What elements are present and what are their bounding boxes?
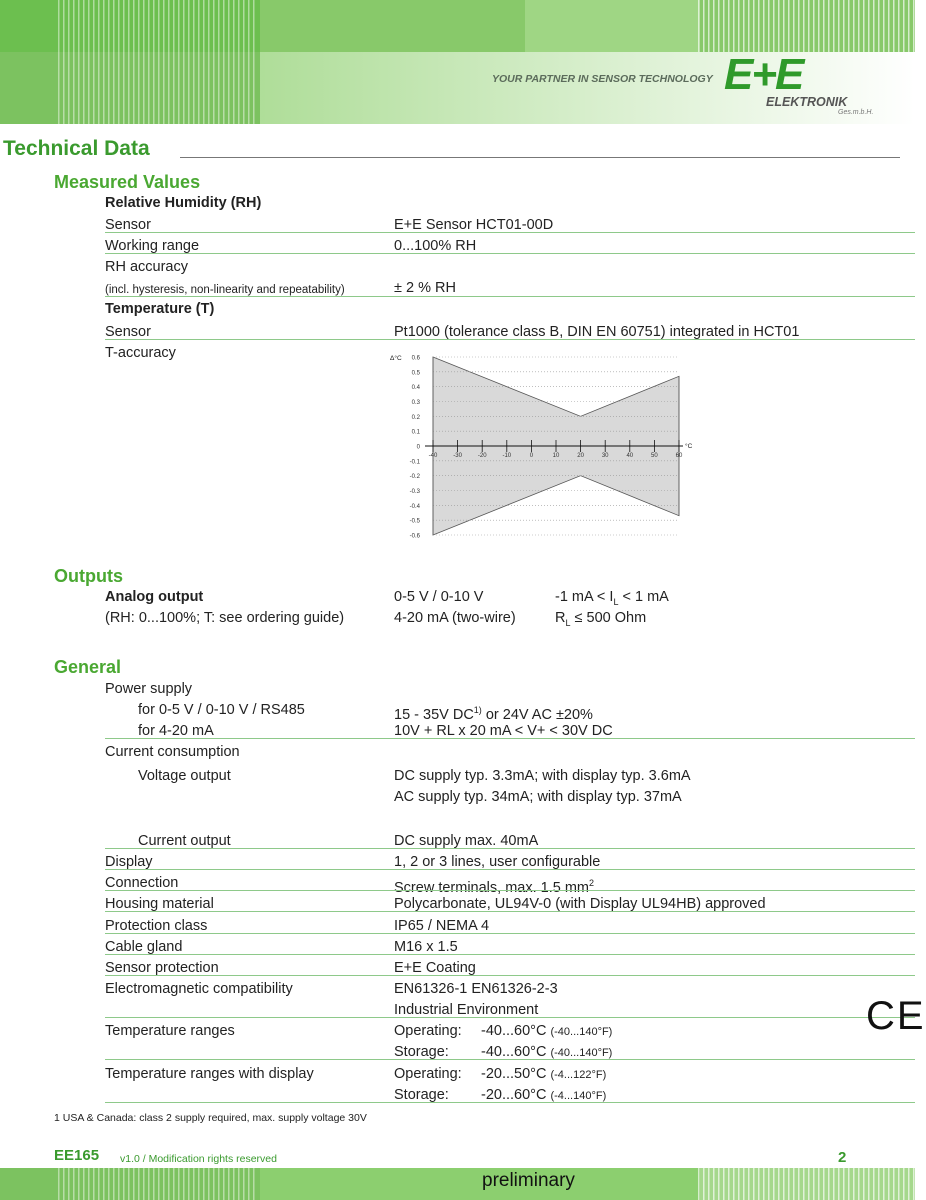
stripe [233,1168,235,1200]
stripe [88,0,90,130]
stripe [168,1168,170,1200]
stripe [788,0,790,52]
row-rule [105,890,915,891]
stripe [803,1168,805,1200]
stripe [83,0,85,130]
tempd-st-c: -20...60°C [481,1087,547,1103]
tempd-op-c: -20...50°C [481,1066,547,1082]
stripe [228,1168,230,1200]
stripe [193,0,195,130]
stripe [133,0,135,130]
voltage-output-consumption-label: Voltage output [138,768,231,784]
stripe [728,0,730,52]
gland-label: Cable gland [105,939,183,955]
power-current-label: for 4-20 mA [138,723,214,739]
stripe [713,0,715,52]
stripe [853,0,855,52]
temp-operating-value [481,1023,612,1041]
row-rule [105,1102,915,1103]
power-voltage-label: for 0-5 V / 0-10 V / RS485 [138,702,305,718]
stripe [908,0,910,52]
section-general: General [54,657,122,677]
footer-model: EE165 [54,1147,100,1164]
y-tick-label: 0.2 [411,414,420,421]
working-range-label: Working range [105,238,200,254]
row-rule [105,1059,915,1060]
stripe [208,0,210,130]
stripe [733,1168,735,1200]
y-axis-label: Δ°C [390,355,402,362]
logo: E+E [724,50,803,99]
protection-value: IP65 / NEMA 4 [394,918,490,934]
section-measured-values: Measured Values [54,172,201,192]
tagline: YOUR PARTNER IN SENSOR TECHNOLOGY [492,73,713,85]
tempd-st-f: (-4...140°F) [550,1090,607,1102]
stripe [823,1168,825,1200]
stripe [718,1168,720,1200]
tempd-op-f: (-4...122°F) [550,1069,607,1081]
stripe [708,1168,710,1200]
voltage-cond-a: -1 mA < I [555,589,614,605]
stripe [818,1168,820,1200]
stripe [843,0,845,52]
connection-value [394,875,594,897]
stripe [183,1168,185,1200]
housing-value: Polycarbonate, UL94V-0 (with Display UL94HB) approved [394,896,766,912]
stripe [93,0,95,130]
t-accuracy-chart [385,348,700,543]
stripe [238,0,240,130]
row-rule [105,738,915,739]
section-outputs: Outputs [54,566,123,586]
temp-display-storage-label: Storage: [394,1087,449,1103]
stripe [178,1168,180,1200]
stripe [813,0,815,52]
stripe [703,0,705,52]
stripe [808,1168,810,1200]
stripe [253,1168,255,1200]
stripe [738,1168,740,1200]
power-voltage-value [394,702,593,724]
stripe [248,1168,250,1200]
stripe [103,1168,105,1200]
stripe [188,1168,190,1200]
stripe [803,0,805,52]
rh-accuracy-value: ± 2 % RH [394,280,456,296]
sensor-protection-label: Sensor protection [105,960,219,976]
stripe [753,1168,755,1200]
stripe [903,1168,905,1200]
stripe [743,0,745,52]
footer-version: v1.0 / Modification rights reserved [120,1153,277,1165]
power-voltage-value-b: or 24V AC ±20% [481,706,593,723]
stripe [203,0,205,130]
footer-status: preliminary [482,1170,575,1191]
stripe [873,0,875,52]
voltage-cond-b: < 1 mA [618,589,669,605]
stripe [798,0,800,52]
x-tick-label: -40 [428,453,438,459]
stripe [58,0,60,130]
stripe [848,1168,850,1200]
stripe [73,0,75,130]
stripe [223,0,225,130]
stripe [913,1168,915,1200]
stripe [818,0,820,52]
stripe [253,0,255,130]
stripe [703,1168,705,1200]
emc-value: EN61326-1 EN61326-2-3 [394,981,558,997]
stripe [223,1168,225,1200]
stripe [63,1168,65,1200]
stripe [898,1168,900,1200]
stripe [153,0,155,130]
stripe [218,1168,220,1200]
stripe [758,0,760,52]
x-tick-label: 20 [577,453,584,459]
y-tick-label: -0.4 [409,503,420,510]
t-sensor-label: Sensor [105,324,151,340]
analog-output-label: Analog output [105,589,204,605]
t-sensor-value: Pt1000 (tolerance class B, DIN EN 60751) integrated in HCT01 [394,324,800,340]
stripe [793,0,795,52]
stripe [723,0,725,52]
connection-value-sup: 2 [589,878,595,888]
temp-display-label: Temperature ranges with display [105,1066,314,1082]
stripe [123,0,125,130]
x-tick-label: -10 [502,453,512,459]
stripe [898,0,900,52]
stripe [128,0,130,130]
y-tick-label: 0.1 [411,429,420,436]
stripe [713,1168,715,1200]
t-heading: Temperature (T) [105,301,215,317]
stripe [113,0,115,130]
stripe [248,0,250,130]
y-tick-label: 0.6 [411,355,420,362]
brand-name: ELEKTRONIK [766,95,848,109]
stripe [728,1168,730,1200]
stripe [878,1168,880,1200]
stripe [198,0,200,130]
stripe [708,0,710,52]
temp-ranges-label: Temperature ranges [105,1023,235,1039]
stripe [813,1168,815,1200]
stripe [168,0,170,130]
stripe [778,1168,780,1200]
x-tick-label: -30 [453,453,462,459]
stripe [893,0,895,52]
current-output-consumption-label: Current output [138,833,231,849]
stripe [118,1168,120,1200]
y-tick-label: 0 [416,444,420,451]
footnote: 1 USA & Canada: class 2 supply required, max. supply voltage 30V [54,1112,367,1124]
y-tick-label: -0.2 [409,474,420,481]
stripe [138,0,140,130]
stripe [718,0,720,52]
current-cond-sub: L [565,617,571,628]
title-rule [180,157,900,158]
stripe [783,1168,785,1200]
current-output-condition [555,610,646,632]
stripe [173,1168,175,1200]
stripe [893,1168,895,1200]
x-tick-label: -20 [477,453,487,459]
stripe [143,0,145,130]
stripe [753,0,755,52]
stripe [133,1168,135,1200]
rh-sensor-label: Sensor [105,217,151,233]
stripe [78,1168,80,1200]
current-output-consumption-value: DC supply max. 40mA [394,833,539,849]
stripe [198,1168,200,1200]
stripe [233,0,235,130]
stripe [773,0,775,52]
stripe [153,1168,155,1200]
rh-sensor-value: E+E Sensor HCT01-00D [394,217,554,233]
temp-op-f: (-40...140°F) [550,1026,613,1038]
voltage-output-dc: DC supply typ. 3.3mA; with display typ. 3.6mA [394,768,691,784]
stripe [883,1168,885,1200]
temp-op-c: -40...60°C [481,1023,547,1039]
voltage-cond-sub: L [613,596,619,607]
stripe [808,0,810,52]
connection-value-a: Screw terminals, max. 1.5 mm [394,879,589,896]
row-rule [105,954,915,955]
stripe [128,1168,130,1200]
consumption-label: Current consumption [105,744,240,760]
current-output-range: 4-20 mA (two-wire) [394,610,516,626]
y-tick-label: 0.3 [411,400,420,406]
stripe [843,1168,845,1200]
row-rule [105,975,915,976]
row-rule [105,339,915,340]
gland-value: M16 x 1.5 [394,939,458,955]
t-accuracy-label: T-accuracy [105,345,176,361]
stripe [698,1168,700,1200]
stripe [208,1168,210,1200]
row-rule [105,869,915,870]
stripe [158,0,160,130]
stripe [838,0,840,52]
stripe [123,1168,125,1200]
temp-st-c: -40...60°C [481,1044,547,1060]
stripe [748,0,750,52]
voltage-output-condition [555,589,669,611]
rh-accuracy-note: (incl. hysteresis, non-linearity and repeatability) [105,284,345,296]
rh-heading: Relative Humidity (RH) [105,195,262,211]
row-rule [105,253,915,254]
stripe [103,0,105,130]
housing-label: Housing material [105,896,214,912]
stripe [778,0,780,52]
stripe [218,0,220,130]
x-tick-label: 40 [626,453,634,459]
stripe [98,1168,100,1200]
stripe [83,1168,85,1200]
stripe [163,0,165,130]
stripe [113,1168,115,1200]
temp-operating-label: Operating: [394,1023,462,1039]
stripe [863,0,865,52]
emc-label: Electromagnetic compatibility [105,981,293,997]
stripe [858,0,860,52]
stripe [793,1168,795,1200]
stripe [68,1168,70,1200]
stripe [93,1168,95,1200]
stripe [743,1168,745,1200]
stripe [828,1168,830,1200]
current-cond-b: ≤ 500 Ohm [570,610,647,626]
x-tick-label: 10 [552,453,560,459]
display-value: 1, 2 or 3 lines, user configurable [394,854,601,870]
stripe [73,1168,75,1200]
ce-mark: CE [866,994,926,1038]
footer-banner [0,1168,915,1200]
stripe [193,1168,195,1200]
y-tick-label: 0.5 [411,370,420,377]
page-header [0,0,915,124]
stripe [738,0,740,52]
y-tick-label: -0.6 [409,533,420,540]
y-tick-label: -0.5 [409,518,420,525]
stripe [68,0,70,130]
stripe [858,1168,860,1200]
stripe [878,0,880,52]
stripe [773,1168,775,1200]
y-tick-label: -0.1 [409,459,420,466]
x-tick-label: 0 [529,453,534,459]
sensor-protection-value: E+E Coating [394,960,476,976]
stripe [108,0,110,130]
stripe [733,0,735,52]
stripe [848,0,850,52]
stripe [903,0,905,52]
stripe [868,1168,870,1200]
row-rule [105,933,915,934]
x-tick-label: 60 [675,453,683,459]
stripe [108,1168,110,1200]
stripe [148,0,150,130]
stripe [873,1168,875,1200]
temp-st-f: (-40...140°F) [550,1047,613,1059]
voltage-output-range: 0-5 V / 0-10 V [394,589,484,605]
connection-label: Connection [105,875,179,891]
stripe [173,0,175,130]
current-cond-a: R [555,610,566,626]
row-rule [105,848,915,849]
stripe [783,0,785,52]
stripe [863,1168,865,1200]
stripe [138,1168,140,1200]
power-supply-label: Power supply [105,681,193,697]
brand-sub: Ges.m.b.H. [838,109,874,116]
stripe [243,0,245,130]
stripe [888,1168,890,1200]
footnote-ref: 1) [473,705,482,715]
stripe [228,0,230,130]
stripe [148,1168,150,1200]
y-tick-label: 0.4 [411,385,420,392]
analog-output-note: (RH: 0...100%; T: see ordering guide) [105,610,345,626]
footer-page: 2 [838,1149,847,1166]
stripe [118,0,120,130]
voltage-output-ac: AC supply typ. 34mA; with display typ. 37mA [394,789,682,805]
emc-value-2: Industrial Environment [394,1002,539,1018]
stripe [853,1168,855,1200]
stripe [178,0,180,130]
x-axis-label: °C [685,443,693,450]
row-rule [105,1017,915,1018]
stripe [203,1168,205,1200]
stripe [908,1168,910,1200]
stripe [158,1168,160,1200]
stripe [188,0,190,130]
stripe [213,1168,215,1200]
stripe [58,1168,60,1200]
x-tick-label: 30 [601,453,609,459]
display-label: Display [105,854,153,870]
temp-storage-label: Storage: [394,1044,449,1060]
stripe [768,0,770,52]
stripe [913,0,915,52]
stripe [98,0,100,130]
protection-label: Protection class [105,918,208,934]
stripe [823,0,825,52]
stripe [163,1168,165,1200]
stripe [143,1168,145,1200]
y-tick-label: -0.3 [409,489,420,495]
power-current-value: 10V + RL x 20 mA < V+ < 30V DC [394,723,613,739]
x-tick-label: 50 [651,453,658,459]
row-rule [105,296,915,297]
stripe [868,0,870,52]
stripe [763,1168,765,1200]
power-voltage-value-a: 15 - 35V DC [394,706,474,723]
stripe [798,1168,800,1200]
stripe [768,1168,770,1200]
stripe [183,0,185,130]
stripe [88,1168,90,1200]
page-title: Technical Data [3,137,150,160]
rh-accuracy-label: RH accuracy [105,259,188,275]
stripe [888,0,890,52]
stripe [78,0,80,130]
stripe [828,0,830,52]
row-rule [105,232,915,233]
stripe [213,0,215,130]
row-rule [105,911,915,912]
working-range-value: 0...100% RH [394,238,477,254]
stripe [833,1168,835,1200]
temp-display-operating-value [481,1066,606,1084]
stripe [763,0,765,52]
stripe [758,1168,760,1200]
stripe [698,0,700,52]
stripe [238,1168,240,1200]
stripe [723,1168,725,1200]
stripe [748,1168,750,1200]
stripe [883,0,885,52]
temp-display-operating-label: Operating: [394,1066,462,1082]
stripe [833,0,835,52]
stripe [838,1168,840,1200]
stripe [788,1168,790,1200]
stripe [63,0,65,130]
stripe [243,1168,245,1200]
